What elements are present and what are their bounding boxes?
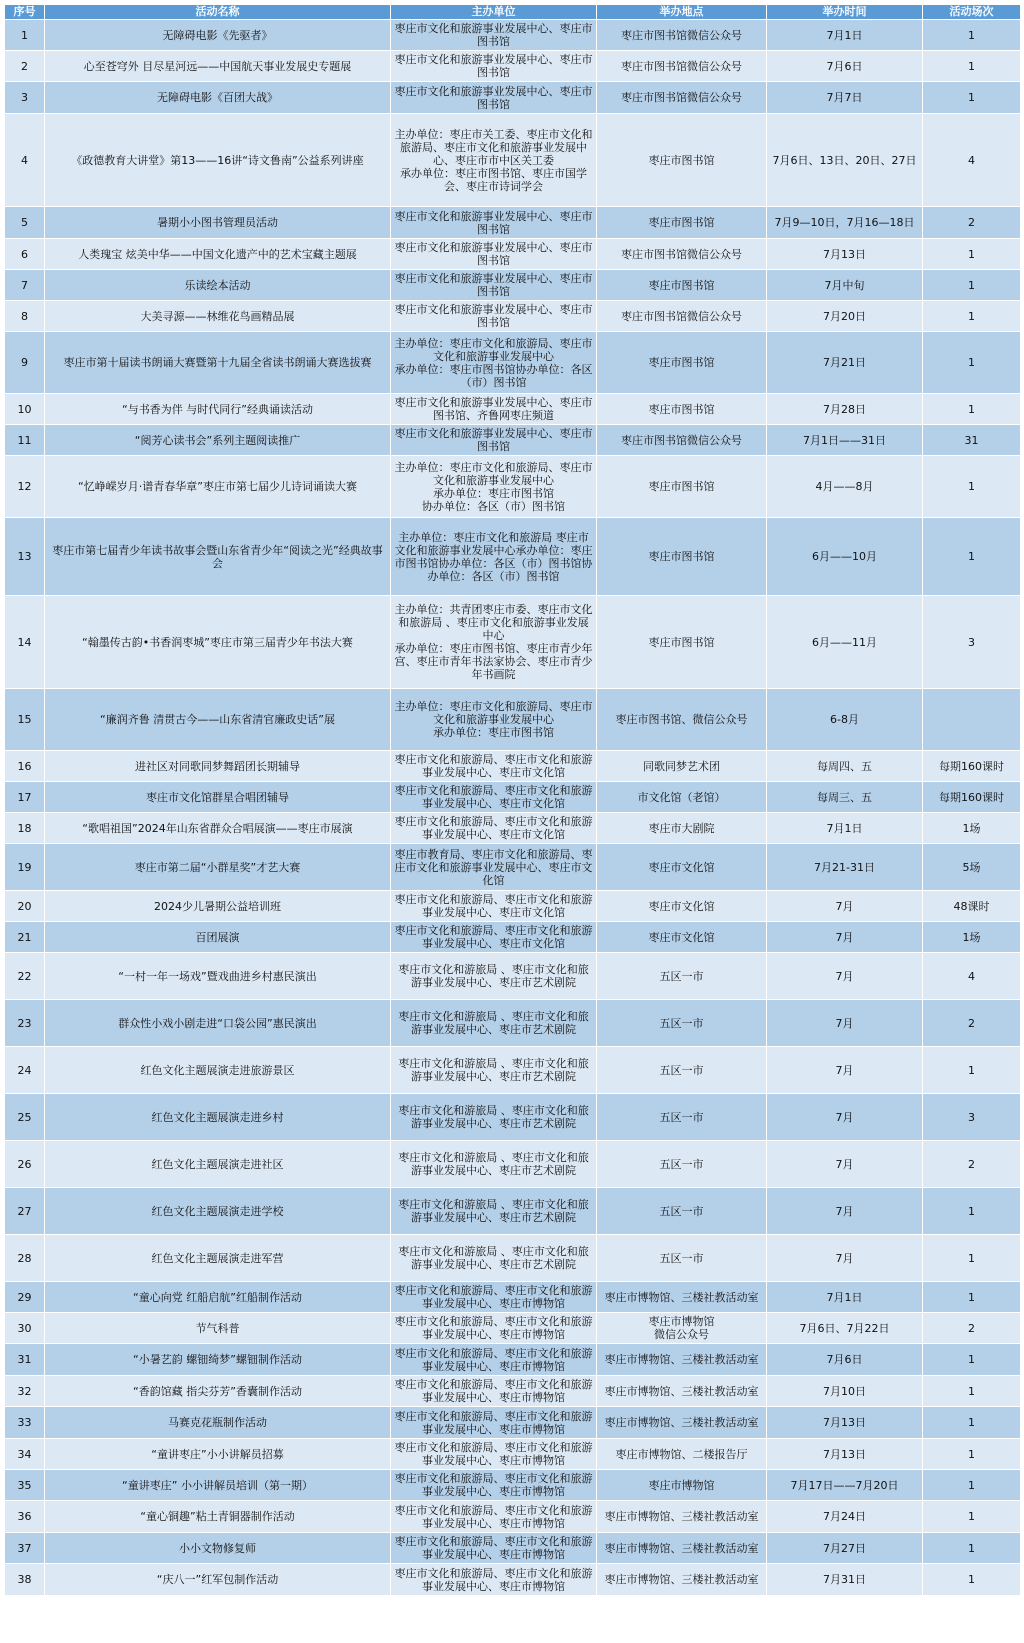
header-time: 举办时间 (767, 5, 923, 20)
cell-count: 1 (923, 1047, 1021, 1094)
cell-host: 枣庄市文化和游旅局 、枣庄市文化和旅游事业发展中心、枣庄市艺术剧院 (391, 1188, 597, 1235)
cell-venue: 枣庄市图书馆 (597, 596, 767, 689)
cell-host: 枣庄市文化和旅游事业发展中心、枣庄市图书馆、齐鲁网枣庄频道 (391, 394, 597, 425)
cell-name: “与书香为伴 与时代同行”经典诵读活动 (45, 394, 391, 425)
cell-no: 26 (5, 1141, 45, 1188)
header-count: 活动场次 (923, 5, 1021, 20)
cell-time: 7月 (767, 891, 923, 922)
cell-no: 16 (5, 751, 45, 782)
cell-time: 7月 (767, 1188, 923, 1235)
cell-host: 枣庄市文化和旅游局、枣庄市文化和旅游事业发展中心、枣庄市博物馆 (391, 1470, 597, 1501)
cell-no: 27 (5, 1188, 45, 1235)
cell-no: 20 (5, 891, 45, 922)
cell-time: 7月 (767, 1000, 923, 1047)
table-row (5, 813, 1021, 844)
cell-host: 枣庄市文化和旅游事业发展中心、枣庄市图书馆 (391, 20, 597, 51)
cell-venue: 枣庄市博物馆、三楼社教活动室 (597, 1282, 767, 1313)
cell-no: 28 (5, 1235, 45, 1282)
cell-time: 6月——10月 (767, 518, 923, 596)
cell-time: 7月1日 (767, 813, 923, 844)
cell-no: 9 (5, 332, 45, 394)
table-row (5, 844, 1021, 891)
cell-name: 进社区对同歌同梦舞蹈团长期辅导 (45, 751, 391, 782)
table-body (5, 20, 1021, 1596)
table-row (5, 1376, 1021, 1407)
table-row (5, 518, 1021, 596)
cell-no: 5 (5, 207, 45, 239)
cell-venue: 枣庄市图书馆、微信公众号 (597, 689, 767, 751)
cell-time: 7月21日 (767, 332, 923, 394)
cell-venue: 枣庄市图书馆 (597, 394, 767, 425)
table-row (5, 425, 1021, 456)
cell-host: 主办单位：共青团枣庄市委、枣庄市文化和旅游局 、枣庄市文化和旅游事业发展中心 承办单位：枣庄市图书馆、枣庄市青少年宫、枣庄市青年书法家协会、枣庄市青少年书画院 (391, 596, 597, 689)
cell-count: 每期160课时 (923, 751, 1021, 782)
cell-time: 7月24日 (767, 1501, 923, 1533)
cell-host: 主办单位：枣庄市文化和旅游局 枣庄市文化和旅游事业发展中心承办单位：枣庄市图书馆协办单位：各区（市）图书馆协办单位：各区（市）图书馆 (391, 518, 597, 596)
table-row (5, 596, 1021, 689)
cell-name: 红色文化主题展演走进学校 (45, 1188, 391, 1235)
cell-count: 5场 (923, 844, 1021, 891)
cell-no: 17 (5, 782, 45, 813)
cell-venue: 同歌同梦艺术团 (597, 751, 767, 782)
cell-no: 32 (5, 1376, 45, 1407)
cell-name: “香韵馆藏 指尖芬芳”香囊制作活动 (45, 1376, 391, 1407)
table-row (5, 891, 1021, 922)
table-row (5, 1501, 1021, 1533)
cell-count: 1 (923, 1344, 1021, 1376)
cell-name: 枣庄市第二届“小群星奖”才艺大赛 (45, 844, 391, 891)
table-row (5, 239, 1021, 270)
cell-count: 1 (923, 394, 1021, 425)
cell-no: 31 (5, 1344, 45, 1376)
table-row (5, 1094, 1021, 1141)
header-no: 序号 (5, 5, 45, 20)
table-row (5, 207, 1021, 239)
cell-venue: 枣庄市文化馆 (597, 891, 767, 922)
cell-no: 1 (5, 20, 45, 51)
cell-count: 31 (923, 425, 1021, 456)
cell-count: 1 (923, 1376, 1021, 1407)
cell-host: 枣庄市文化和旅游事业发展中心、枣庄市图书馆 (391, 207, 597, 239)
cell-time: 7月27日 (767, 1533, 923, 1564)
cell-venue: 枣庄市博物馆、三楼社教活动室 (597, 1376, 767, 1407)
cell-count: 2 (923, 1000, 1021, 1047)
cell-count: 3 (923, 596, 1021, 689)
cell-count: 1 (923, 1564, 1021, 1596)
cell-no: 14 (5, 596, 45, 689)
table-row (5, 1000, 1021, 1047)
cell-venue: 枣庄市博物馆 (597, 1470, 767, 1501)
cell-name: 枣庄市第七届青少年读书故事会暨山东省青少年“阅读之光”经典故事会 (45, 518, 391, 596)
cell-venue: 五区一市 (597, 1188, 767, 1235)
cell-venue: 枣庄市图书馆微信公众号 (597, 425, 767, 456)
cell-count: 2 (923, 207, 1021, 239)
cell-count: 1 (923, 51, 1021, 82)
cell-host: 枣庄市文化和旅游局、枣庄市文化和旅游事业发展中心、枣庄市博物馆 (391, 1407, 597, 1439)
cell-name: 2024少儿暑期公益培训班 (45, 891, 391, 922)
cell-time: 每周四、五 (767, 751, 923, 782)
cell-host: 枣庄市文化和旅游局、枣庄市文化和旅游事业发展中心、枣庄市博物馆 (391, 1501, 597, 1533)
table-row (5, 922, 1021, 953)
table-row (5, 953, 1021, 1000)
cell-time: 7月6日 (767, 1344, 923, 1376)
cell-no: 21 (5, 922, 45, 953)
cell-no: 15 (5, 689, 45, 751)
cell-name: 枣庄市第十届读书朗诵大赛暨第十九届全省读书朗诵大赛选拔赛 (45, 332, 391, 394)
cell-time: 7月7日 (767, 82, 923, 114)
table-row (5, 1344, 1021, 1376)
cell-count: 1 (923, 82, 1021, 114)
table-row (5, 1470, 1021, 1501)
table-row (5, 1564, 1021, 1596)
cell-time: 7月13日 (767, 239, 923, 270)
cell-count: 1 (923, 301, 1021, 332)
cell-venue: 枣庄市图书馆 (597, 270, 767, 301)
cell-name: 百团展演 (45, 922, 391, 953)
cell-count: 1 (923, 1470, 1021, 1501)
cell-venue: 枣庄市图书馆微信公众号 (597, 301, 767, 332)
cell-no: 19 (5, 844, 45, 891)
cell-name: “阅芳心读书会”系列主题阅读推广 (45, 425, 391, 456)
cell-venue: 枣庄市图书馆微信公众号 (597, 51, 767, 82)
cell-host: 枣庄市文化和旅游局、枣庄市文化和旅游事业发展中心、枣庄市博物馆 (391, 1344, 597, 1376)
cell-count: 3 (923, 1094, 1021, 1141)
cell-venue: 枣庄市图书馆微信公众号 (597, 239, 767, 270)
cell-no: 2 (5, 51, 45, 82)
table-row (5, 689, 1021, 751)
cell-name: “童讲枣庄”小小讲解员招募 (45, 1439, 391, 1470)
cell-count: 1场 (923, 922, 1021, 953)
cell-host: 主办单位：枣庄市文化和旅游局、枣庄市文化和旅游事业发展中心 承办单位：枣庄市图书馆 (391, 689, 597, 751)
cell-venue: 枣庄市文化馆 (597, 844, 767, 891)
cell-host: 枣庄市文化和游旅局 、枣庄市文化和旅游事业发展中心、枣庄市艺术剧院 (391, 953, 597, 1000)
table-row (5, 751, 1021, 782)
cell-time: 7月28日 (767, 394, 923, 425)
cell-name: 暑期小小图书管理员活动 (45, 207, 391, 239)
cell-name: “童讲枣庄” 小小讲解员培训（第一期） (45, 1470, 391, 1501)
cell-time: 7月 (767, 1094, 923, 1141)
cell-host: 主办单位：枣庄市文化和旅游局、枣庄市文化和旅游事业发展中心 承办单位：枣庄市图书馆协办单位：各区（市）图书馆 (391, 332, 597, 394)
cell-time: 每周三、五 (767, 782, 923, 813)
cell-venue: 枣庄市图书馆 (597, 207, 767, 239)
cell-host: 主办单位：枣庄市关工委、枣庄市文化和旅游局、枣庄市文化和旅游事业发展中心、枣庄市市中区关工委 承办单位：枣庄市图书馆、枣庄市国学会、枣庄市诗词学会 (391, 114, 597, 207)
table-row (5, 1313, 1021, 1344)
cell-host: 枣庄市文化和旅游局、枣庄市文化和旅游事业发展中心、枣庄市文化馆 (391, 782, 597, 813)
cell-count: 1 (923, 1282, 1021, 1313)
cell-count: 1 (923, 1188, 1021, 1235)
table-row (5, 114, 1021, 207)
cell-host: 枣庄市文化和旅游事业发展中心、枣庄市图书馆 (391, 239, 597, 270)
cell-venue: 五区一市 (597, 1094, 767, 1141)
cell-no: 35 (5, 1470, 45, 1501)
cell-name: 枣庄市文化馆群星合唱团辅导 (45, 782, 391, 813)
cell-name: 红色文化主题展演走进社区 (45, 1141, 391, 1188)
cell-count: 1 (923, 1533, 1021, 1564)
cell-host: 枣庄市文化和游旅局 、枣庄市文化和旅游事业发展中心、枣庄市艺术剧院 (391, 1000, 597, 1047)
cell-no: 25 (5, 1094, 45, 1141)
cell-time: 7月17日——7月20日 (767, 1470, 923, 1501)
cell-venue: 五区一市 (597, 953, 767, 1000)
cell-no: 3 (5, 82, 45, 114)
cell-time: 7月6日 (767, 51, 923, 82)
cell-count: 4 (923, 953, 1021, 1000)
cell-no: 29 (5, 1282, 45, 1313)
table-row (5, 1141, 1021, 1188)
cell-name: 小小文物修复师 (45, 1533, 391, 1564)
cell-no: 8 (5, 301, 45, 332)
cell-venue: 市文化馆（老馆） (597, 782, 767, 813)
cell-time: 7月21-31日 (767, 844, 923, 891)
cell-no: 23 (5, 1000, 45, 1047)
cell-no: 7 (5, 270, 45, 301)
cell-host: 枣庄市文化和旅游局、枣庄市文化和旅游事业发展中心、枣庄市文化馆 (391, 751, 597, 782)
cell-time: 7月6日、7月22日 (767, 1313, 923, 1344)
header-venue: 举办地点 (597, 5, 767, 20)
header-name: 活动名称 (45, 5, 391, 20)
cell-no: 18 (5, 813, 45, 844)
cell-time: 7月6日、13日、20日、27日 (767, 114, 923, 207)
table-row (5, 301, 1021, 332)
cell-venue: 枣庄市图书馆 (597, 332, 767, 394)
cell-time: 7月13日 (767, 1407, 923, 1439)
cell-count (923, 689, 1021, 751)
cell-host: 枣庄市文化和旅游事业发展中心、枣庄市图书馆 (391, 301, 597, 332)
cell-venue: 枣庄市图书馆 (597, 456, 767, 518)
cell-count: 1 (923, 1407, 1021, 1439)
cell-venue: 枣庄市大剧院 (597, 813, 767, 844)
cell-name: 马赛克花瓶制作活动 (45, 1407, 391, 1439)
cell-time: 7月 (767, 1141, 923, 1188)
cell-time: 7月 (767, 1235, 923, 1282)
cell-venue: 枣庄市博物馆 微信公众号 (597, 1313, 767, 1344)
cell-name: “童心向党 红船启航”红船制作活动 (45, 1282, 391, 1313)
cell-venue: 枣庄市博物馆、三楼社教活动室 (597, 1344, 767, 1376)
cell-no: 4 (5, 114, 45, 207)
cell-count: 1 (923, 20, 1021, 51)
cell-host: 枣庄市文化和旅游事业发展中心、枣庄市图书馆 (391, 51, 597, 82)
cell-name: “童心铜趣”粘土青铜器制作活动 (45, 1501, 391, 1533)
cell-count: 2 (923, 1313, 1021, 1344)
table-row (5, 1282, 1021, 1313)
cell-no: 36 (5, 1501, 45, 1533)
cell-time: 7月1日 (767, 1282, 923, 1313)
cell-count: 1 (923, 1501, 1021, 1533)
cell-no: 11 (5, 425, 45, 456)
cell-no: 13 (5, 518, 45, 596)
cell-venue: 五区一市 (597, 1235, 767, 1282)
table-row (5, 1188, 1021, 1235)
cell-count: 1 (923, 239, 1021, 270)
cell-count: 1 (923, 518, 1021, 596)
cell-host: 枣庄市文化和旅游局、枣庄市文化和旅游事业发展中心、枣庄市博物馆 (391, 1564, 597, 1596)
activity-schedule-table (4, 4, 1021, 1596)
cell-venue: 五区一市 (597, 1047, 767, 1094)
cell-host: 枣庄市教育局、枣庄市文化和旅游局、枣庄市文化和旅游事业发展中心、枣庄市文化馆 (391, 844, 597, 891)
cell-host: 枣庄市文化和旅游事业发展中心、枣庄市图书馆 (391, 270, 597, 301)
cell-count: 每期160课时 (923, 782, 1021, 813)
table-row (5, 456, 1021, 518)
cell-time: 7月13日 (767, 1439, 923, 1470)
cell-no: 34 (5, 1439, 45, 1470)
cell-time: 7月31日 (767, 1564, 923, 1596)
table-row (5, 1533, 1021, 1564)
cell-time: 7月1日 (767, 20, 923, 51)
cell-host: 枣庄市文化和旅游事业发展中心、枣庄市图书馆 (391, 82, 597, 114)
cell-host: 枣庄市文化和游旅局 、枣庄市文化和旅游事业发展中心、枣庄市艺术剧院 (391, 1141, 597, 1188)
cell-time: 7月1日——31日 (767, 425, 923, 456)
cell-host: 枣庄市文化和游旅局 、枣庄市文化和旅游事业发展中心、枣庄市艺术剧院 (391, 1047, 597, 1094)
table-row (5, 82, 1021, 114)
cell-time: 7月20日 (767, 301, 923, 332)
cell-no: 6 (5, 239, 45, 270)
cell-name: 乐读绘本活动 (45, 270, 391, 301)
table-row (5, 1439, 1021, 1470)
table-row (5, 270, 1021, 301)
cell-time: 7月 (767, 1047, 923, 1094)
table-header-row (5, 5, 1021, 20)
cell-venue: 枣庄市图书馆 (597, 114, 767, 207)
cell-count: 4 (923, 114, 1021, 207)
cell-count: 1 (923, 1439, 1021, 1470)
cell-host: 枣庄市文化和游旅局 、枣庄市文化和旅游事业发展中心、枣庄市艺术剧院 (391, 1235, 597, 1282)
cell-time: 7月 (767, 953, 923, 1000)
cell-venue: 五区一市 (597, 1000, 767, 1047)
cell-count: 1 (923, 332, 1021, 394)
cell-name: 无障碍电影《先驱者》 (45, 20, 391, 51)
cell-host: 枣庄市文化和旅游局、枣庄市文化和旅游事业发展中心、枣庄市博物馆 (391, 1282, 597, 1313)
table-row (5, 20, 1021, 51)
cell-venue: 枣庄市图书馆微信公众号 (597, 82, 767, 114)
cell-time: 7月9—10日，7月16—18日 (767, 207, 923, 239)
cell-host: 枣庄市文化和游旅局 、枣庄市文化和旅游事业发展中心、枣庄市艺术剧院 (391, 1094, 597, 1141)
table-row (5, 1047, 1021, 1094)
cell-name: “忆峥嵘岁月·谱青春华章”枣庄市第七届少儿诗词诵读大赛 (45, 456, 391, 518)
cell-name: 心至苍穹外 目尽星河远——中国航天事业发展史专题展 (45, 51, 391, 82)
cell-no: 22 (5, 953, 45, 1000)
cell-count: 2 (923, 1141, 1021, 1188)
cell-venue: 枣庄市图书馆微信公众号 (597, 20, 767, 51)
cell-time: 6-8月 (767, 689, 923, 751)
cell-name: “小暑艺韵 螺钿绮梦”螺钿制作活动 (45, 1344, 391, 1376)
cell-venue: 枣庄市图书馆 (597, 518, 767, 596)
cell-count: 1场 (923, 813, 1021, 844)
table-row (5, 394, 1021, 425)
cell-no: 10 (5, 394, 45, 425)
cell-host: 枣庄市文化和旅游局、枣庄市文化和旅游事业发展中心、枣庄市博物馆 (391, 1533, 597, 1564)
cell-name: “一村一年一场戏”暨戏曲进乡村惠民演出 (45, 953, 391, 1000)
cell-venue: 枣庄市文化馆 (597, 922, 767, 953)
cell-name: “廉润齐鲁 清贯古今——山东省清官廉政史话”展 (45, 689, 391, 751)
cell-time: 4月——8月 (767, 456, 923, 518)
cell-no: 37 (5, 1533, 45, 1564)
table-row (5, 51, 1021, 82)
cell-name: 群众性小戏小剧走进“口袋公园”惠民演出 (45, 1000, 391, 1047)
cell-name: 红色文化主题展演走进军营 (45, 1235, 391, 1282)
cell-no: 12 (5, 456, 45, 518)
cell-venue: 枣庄市博物馆、三楼社教活动室 (597, 1407, 767, 1439)
cell-count: 1 (923, 456, 1021, 518)
cell-name: 《政德教育大讲堂》第13——16讲“诗文鲁南”公益系列讲座 (45, 114, 391, 207)
cell-count: 48课时 (923, 891, 1021, 922)
cell-host: 主办单位：枣庄市文化和旅游局、枣庄市文化和旅游事业发展中心 承办单位：枣庄市图书馆 协办单位：各区（市）图书馆 (391, 456, 597, 518)
table-row (5, 782, 1021, 813)
cell-venue: 枣庄市博物馆、三楼社教活动室 (597, 1501, 767, 1533)
table-row (5, 332, 1021, 394)
cell-no: 33 (5, 1407, 45, 1439)
cell-no: 30 (5, 1313, 45, 1344)
cell-host: 枣庄市文化和旅游事业发展中心、枣庄市图书馆 (391, 425, 597, 456)
cell-count: 1 (923, 270, 1021, 301)
cell-name: “歌唱祖国”2024年山东省群众合唱展演——枣庄市展演 (45, 813, 391, 844)
cell-venue: 枣庄市博物馆、三楼社教活动室 (597, 1564, 767, 1596)
cell-time: 7月10日 (767, 1376, 923, 1407)
cell-name: “庆八一”红军包制作活动 (45, 1564, 391, 1596)
cell-name: 无障碍电影《百团大战》 (45, 82, 391, 114)
cell-venue: 枣庄市博物馆、二楼报告厅 (597, 1439, 767, 1470)
cell-venue: 枣庄市博物馆、三楼社教活动室 (597, 1533, 767, 1564)
cell-name: 人类瑰宝 炫美中华——中国文化遗产中的艺术宝藏主题展 (45, 239, 391, 270)
cell-name: 红色文化主题展演走进乡村 (45, 1094, 391, 1141)
cell-venue: 五区一市 (597, 1141, 767, 1188)
cell-count: 1 (923, 1235, 1021, 1282)
cell-host: 枣庄市文化和旅游局、枣庄市文化和旅游事业发展中心、枣庄市博物馆 (391, 1313, 597, 1344)
cell-no: 38 (5, 1564, 45, 1596)
cell-time: 7月中旬 (767, 270, 923, 301)
cell-time: 7月 (767, 922, 923, 953)
table-row (5, 1235, 1021, 1282)
cell-host: 枣庄市文化和旅游局、枣庄市文化和旅游事业发展中心、枣庄市文化馆 (391, 813, 597, 844)
cell-time: 6月——11月 (767, 596, 923, 689)
cell-name: 节气科普 (45, 1313, 391, 1344)
cell-host: 枣庄市文化和旅游局、枣庄市文化和旅游事业发展中心、枣庄市博物馆 (391, 1376, 597, 1407)
cell-host: 枣庄市文化和旅游局、枣庄市文化和旅游事业发展中心、枣庄市文化馆 (391, 891, 597, 922)
cell-name: 大美寻源——林维花鸟画精品展 (45, 301, 391, 332)
cell-host: 枣庄市文化和旅游局、枣庄市文化和旅游事业发展中心、枣庄市博物馆 (391, 1439, 597, 1470)
cell-name: 红色文化主题展演走进旅游景区 (45, 1047, 391, 1094)
header-host: 主办单位 (391, 5, 597, 20)
cell-host: 枣庄市文化和旅游局、枣庄市文化和旅游事业发展中心、枣庄市文化馆 (391, 922, 597, 953)
cell-no: 24 (5, 1047, 45, 1094)
cell-name: “翰墨传古韵•书香润枣城”枣庄市第三届青少年书法大赛 (45, 596, 391, 689)
table-row (5, 1407, 1021, 1439)
